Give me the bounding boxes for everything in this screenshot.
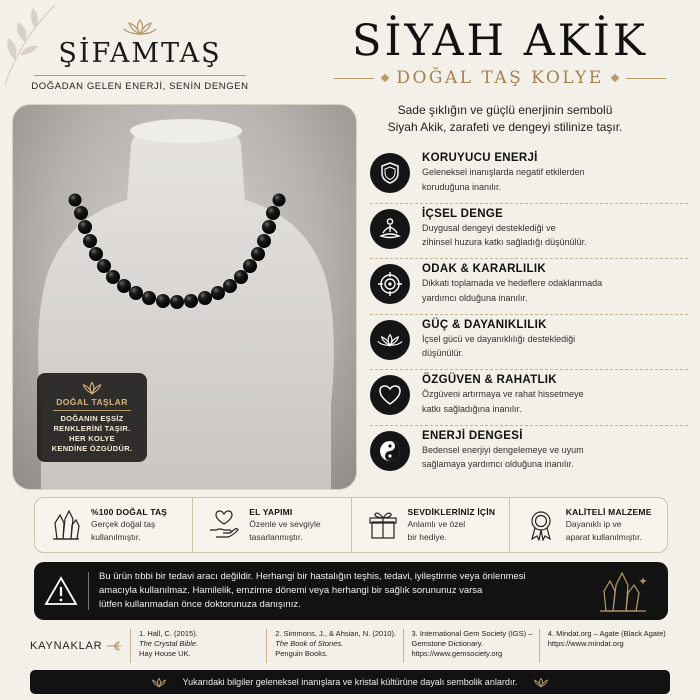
divider bbox=[334, 78, 374, 79]
source-line: Penguin Books. bbox=[275, 649, 328, 658]
footer-text: Yukarıdaki bilgiler geleneksel inanışlara ve kristal kültürüne dayalı sembolik anlardır. bbox=[182, 677, 518, 687]
feature-item bbox=[370, 370, 688, 426]
source-line: Hay House UK. bbox=[139, 649, 191, 658]
badge-text: KENDİNE ÖZGÜDÜR. bbox=[51, 444, 133, 453]
source-book-title: The Book of Stones. bbox=[275, 639, 344, 648]
source-book-title: The Crystal Bible. bbox=[139, 639, 199, 648]
feature-desc: katkı sağladığına inanılır. bbox=[422, 403, 522, 414]
feature-title: KORUYUCU ENERJİ bbox=[422, 152, 538, 164]
shield-icon bbox=[370, 153, 410, 193]
source-item bbox=[130, 629, 266, 663]
source-link[interactable]: https://www.mindat.org bbox=[547, 639, 624, 648]
brand-name: ŞİFAMTAŞ bbox=[58, 38, 222, 69]
natural-stones-badge bbox=[37, 373, 147, 462]
brand-tagline: DOĞADAN GELEN ENERJİ, SENİN DENGEN bbox=[31, 81, 249, 92]
divider bbox=[626, 78, 666, 79]
quality-desc: Dayanıklı ip ve bbox=[565, 519, 622, 529]
quality-desc: aparat kullanılmıştır. bbox=[565, 532, 642, 542]
quality-desc: Anlamlı ve özel bbox=[407, 519, 466, 529]
feature-list bbox=[370, 148, 688, 481]
quality-desc: tasarlanmıştır. bbox=[249, 532, 303, 542]
source-line: 2. Simmons, J., & Ahsian, N. (2010). bbox=[275, 629, 397, 638]
feature-title: ÖZGÜVEN & RAHATLIK bbox=[422, 374, 557, 386]
feature-desc: Dikkati toplamada ve hedeflere odaklanmada bbox=[422, 278, 603, 288]
feature-desc: Duygusal dengeyi desteklediği ve bbox=[422, 222, 556, 233]
badge-title: DOĞAL TAŞLAR bbox=[56, 397, 128, 407]
quality-title: EL YAPIMI bbox=[249, 507, 293, 517]
feature-title: ENERJİ DENGESİ bbox=[422, 429, 523, 442]
sources-section bbox=[30, 626, 675, 666]
feature-title: GÜÇ & DAYANIKLILIK bbox=[422, 318, 547, 331]
crystal-icon bbox=[49, 509, 83, 541]
quality-item bbox=[35, 498, 193, 552]
subtitle-row bbox=[310, 68, 690, 88]
feature-item bbox=[370, 315, 688, 371]
source-line: Gemstone Dictionary. bbox=[411, 639, 484, 648]
source-line: 3. International Gem Society (IGS) – bbox=[411, 629, 533, 638]
source-item bbox=[266, 629, 402, 663]
target-icon bbox=[370, 264, 410, 304]
product-photo bbox=[12, 104, 357, 490]
diamond-icon bbox=[610, 74, 618, 82]
intro-text bbox=[350, 102, 660, 136]
lotus-logo-icon bbox=[123, 18, 157, 36]
warning-line: amacıyla kullanılmaz. Hamilelik, emzirme dönemi veya herhangi bir sağlık sorununuz varsa bbox=[99, 585, 483, 596]
divider bbox=[88, 572, 89, 610]
gift-icon bbox=[366, 510, 400, 540]
feature-title: İÇSEL DENGE bbox=[422, 207, 504, 220]
feature-item bbox=[370, 426, 688, 482]
qualities-strip bbox=[34, 497, 668, 553]
feature-desc: Bedensel enerjiyi dengelemeye ve uyum bbox=[422, 444, 584, 455]
source-line: 4. Mindat.org – Agate (Black Agate) bbox=[547, 629, 666, 638]
heart-icon bbox=[370, 375, 410, 415]
lotus-icon bbox=[78, 381, 106, 395]
product-subtitle: DOĞAL TAŞ KOLYE bbox=[396, 68, 604, 88]
lotus-icon bbox=[149, 677, 169, 688]
intro-line: Sade şıklığın ve güçlü enerjinin sembolü bbox=[397, 103, 613, 117]
product-title: SİYAH AKİK bbox=[352, 16, 648, 66]
quality-title: %100 DOĞAL TAŞ bbox=[91, 507, 168, 517]
feature-item bbox=[370, 259, 688, 315]
quality-desc: Özenle ve sevgiyle bbox=[249, 519, 321, 529]
feature-item bbox=[370, 204, 688, 260]
badge-text: HER KOLYE bbox=[69, 434, 115, 443]
intro-line: Siyah Akik, zarafeti ve dengeyi stilinize taşır. bbox=[387, 120, 623, 134]
brand-block bbox=[30, 18, 250, 92]
sources-title: KAYNAKLAR bbox=[30, 640, 103, 652]
warning-banner bbox=[34, 562, 668, 620]
source-link[interactable]: https://www.gemsociety.org bbox=[411, 649, 503, 658]
badge-text: RENKLERİNİ TAŞIR. bbox=[53, 424, 131, 433]
quality-badge-icon bbox=[524, 509, 558, 541]
quality-desc: kullanılmıştır. bbox=[91, 532, 141, 542]
feature-item bbox=[370, 148, 688, 204]
quality-desc: bir hediye. bbox=[407, 532, 447, 542]
quality-title: KALİTELİ MALZEME bbox=[565, 507, 652, 517]
hand-heart-icon bbox=[207, 510, 241, 540]
sources-label bbox=[30, 640, 130, 652]
source-line: 1. Hall, C. (2015). bbox=[139, 629, 198, 638]
title-block bbox=[310, 16, 690, 88]
quality-item bbox=[352, 498, 510, 552]
warning-line: lütfen kullanmadan önce doktorunuza danışınız. bbox=[99, 599, 301, 610]
badge-text: DOĞANIN EŞSİZ bbox=[60, 414, 124, 423]
diamond-icon bbox=[381, 74, 389, 82]
yin-yang-icon bbox=[370, 431, 410, 471]
feature-desc: sağlamaya yardımcı olduğuna inanılır. bbox=[422, 459, 574, 469]
feature-desc: koruduğuna inanılır. bbox=[422, 181, 502, 192]
brand-divider bbox=[34, 75, 246, 76]
quality-item bbox=[510, 498, 667, 552]
footer-bar bbox=[30, 670, 670, 694]
quality-desc: Gerçek doğal taş bbox=[91, 519, 156, 529]
feature-desc: düşünülür. bbox=[422, 348, 464, 358]
feature-desc: İçsel gücü ve dayanıklılığı desteklediği bbox=[422, 333, 576, 344]
crystals-icon bbox=[596, 569, 652, 613]
feature-desc: Özgüveni artırmaya ve rahat hissetmeye bbox=[422, 389, 584, 399]
quality-item bbox=[193, 498, 351, 552]
source-item bbox=[403, 629, 539, 663]
quality-title: SEVDİKLERİNİZ İÇİN bbox=[407, 507, 496, 517]
source-line bbox=[275, 639, 402, 649]
feature-desc: zihinsel huzura katkı sağladığı düşünülür. bbox=[422, 237, 587, 247]
lotus-icon bbox=[531, 677, 551, 688]
warning-icon bbox=[34, 576, 88, 606]
warning-line: Bu ürün tıbbi bir tedavi aracı değildir. Herhangi bir hastalığın teşhis, tedavi, iyileştirme veya önlenmesi bbox=[99, 571, 526, 582]
source-item bbox=[539, 629, 675, 663]
leaf-icon bbox=[106, 641, 122, 651]
lotus-icon bbox=[370, 320, 410, 360]
meditation-icon bbox=[370, 209, 410, 249]
feature-desc: yardımcı olduğuna inanılır. bbox=[422, 292, 528, 303]
warning-text bbox=[99, 570, 579, 612]
feature-desc: Geleneksel inanışlarda negatif etkilerden bbox=[422, 167, 585, 177]
feature-title: ODAK & KARARLILIK bbox=[422, 263, 546, 275]
source-line bbox=[139, 639, 266, 649]
badge-divider bbox=[53, 410, 131, 411]
